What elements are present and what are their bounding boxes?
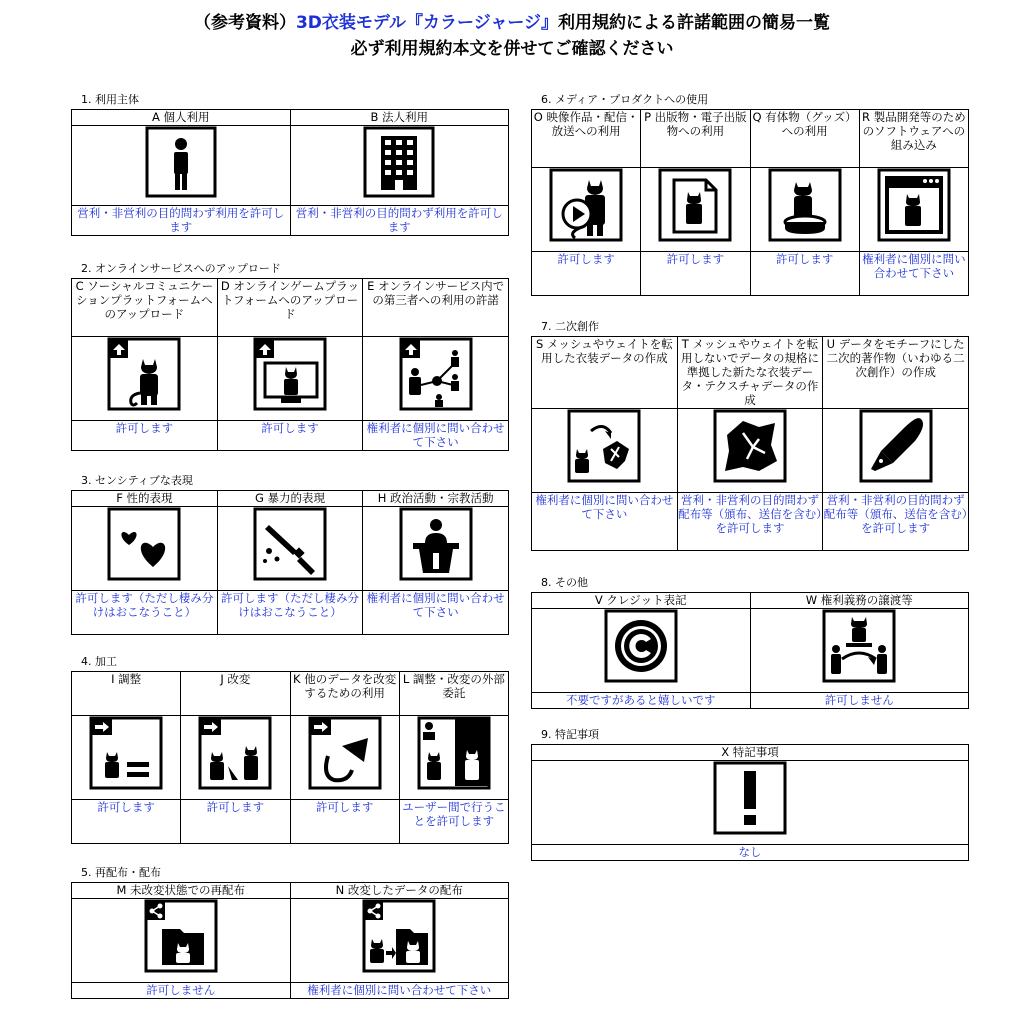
- permission-text: 営利・非営利の目的問わず利用を許可します: [290, 206, 509, 236]
- permission-text: 許可しません: [72, 983, 291, 999]
- section-usage-subject: [71, 93, 509, 236]
- pen-nib-icon: [859, 409, 933, 483]
- permission-table: [531, 336, 969, 551]
- title-suffix: 利用規約による許諾範囲の簡易一覧: [558, 13, 831, 33]
- item-heading: F 性的表現: [72, 491, 218, 507]
- item-heading: V クレジット表記: [532, 593, 751, 609]
- permission-table: [71, 490, 509, 635]
- section-title: 7. 二次創作: [541, 320, 599, 333]
- permission-text: 営利・非営利の目的問わず配布等（頒布、送信を含む）を許可します: [823, 493, 969, 551]
- title-prefix: （参考資料）: [193, 13, 296, 33]
- permission-text: ユーザー間で行うことを許可します: [399, 800, 508, 844]
- permission-table: [71, 278, 509, 451]
- item-heading: E オンラインサービス内での第三者への利用の許諾: [363, 279, 509, 337]
- video-play-icon: [549, 168, 623, 242]
- copyright-icon: [604, 609, 678, 683]
- permission-text: 不要ですがあると嬉しいです: [532, 693, 751, 709]
- item-heading: I 調整: [72, 672, 181, 716]
- item-heading: M 未改変状態での再配布: [72, 883, 291, 899]
- item-heading: T メッシュやウェイトを転用しないでデータの規格に準拠した新たな衣装データ・テクスチャデータの作成: [677, 337, 823, 409]
- permission-text: 権利者に個別に問い合わせて下さい: [363, 421, 509, 451]
- section-title: 3. センシティブな表現: [81, 474, 193, 487]
- item-heading: R 製品開発等のためのソフトウェアへの組み込み: [859, 110, 968, 168]
- permission-text: 権利者に個別に問い合わせて下さい: [290, 983, 509, 999]
- modify-cats-icon: [198, 716, 272, 790]
- section-derivative-works: [531, 320, 969, 551]
- section-online-upload: [71, 262, 509, 451]
- item-heading: D オンラインゲームプラットフォームへのアップロード: [217, 279, 363, 337]
- upload-share-users-icon: [399, 337, 473, 411]
- section-media-products: [531, 93, 969, 296]
- podium-speaker-icon: [399, 507, 473, 581]
- section-title: 6. メディア・プロダクトへの使用: [541, 93, 709, 106]
- section-title: 2. オンラインサービスへのアップロード: [81, 262, 281, 275]
- permission-text: 許可します: [72, 800, 181, 844]
- figure-goods-icon: [768, 168, 842, 242]
- permission-table: [71, 109, 509, 236]
- permission-table: [71, 671, 509, 844]
- section-title: 9. 特記事項: [541, 728, 599, 741]
- permission-text: 許可します: [532, 252, 641, 296]
- item-heading: J 改変: [181, 672, 290, 716]
- permission-text: 許可します: [217, 421, 363, 451]
- permission-text: 許可します: [750, 252, 859, 296]
- adjust-equal-icon: [89, 716, 163, 790]
- mesh-transfer-icon: [567, 409, 641, 483]
- item-heading: Q 有体物（グッズ）への利用: [750, 110, 859, 168]
- knife-icon: [253, 507, 327, 581]
- permission-text: なし: [532, 845, 969, 861]
- permission-text: 許可します: [72, 421, 218, 451]
- office-building-icon: [363, 126, 435, 198]
- page-subtitle: 必ず利用規約本文を併せてご確認ください: [350, 39, 674, 59]
- permission-table: [531, 744, 969, 861]
- upload-cat-icon: [107, 337, 181, 411]
- permission-table: [531, 592, 969, 709]
- outsourcing-icon: [417, 716, 491, 790]
- new-cloth-icon: [713, 409, 787, 483]
- permission-text: 許可します: [181, 800, 290, 844]
- section-title: 5. 再配布・配布: [81, 866, 161, 879]
- permission-text: 許可します: [290, 800, 399, 844]
- permission-text: 営利・非営利の目的問わず配布等（頒布、送信を含む）を許可します: [677, 493, 823, 551]
- upload-monitor-cat-icon: [253, 337, 327, 411]
- item-heading: H 政治活動・宗教活動: [363, 491, 509, 507]
- section-title: 8. その他: [541, 576, 588, 589]
- item-heading: A 個人利用: [72, 110, 291, 126]
- section-redistribution: [71, 866, 509, 999]
- permission-table: [71, 882, 509, 999]
- person-icon: [145, 126, 217, 198]
- permission-text: 許可します: [641, 252, 750, 296]
- section-special-notes: [531, 728, 969, 861]
- section-title: 4. 加工: [81, 655, 117, 668]
- permission-text: 権利者に個別に問い合わせて下さい: [859, 252, 968, 296]
- permission-text: 権利者に個別に問い合わせて下さい: [363, 591, 509, 635]
- exclamation-icon: [713, 761, 787, 835]
- item-heading: S メッシュやウェイトを転用した衣装データの作成: [532, 337, 678, 409]
- item-heading: N 改変したデータの配布: [290, 883, 509, 899]
- share-folder-icon: [144, 899, 218, 973]
- modify-other-data-icon: [308, 716, 382, 790]
- section-other: [531, 576, 969, 709]
- item-heading: W 権利義務の譲渡等: [750, 593, 969, 609]
- rights-transfer-icon: [822, 609, 896, 683]
- software-window-icon: [877, 168, 951, 242]
- section-title: 1. 利用主体: [81, 93, 139, 106]
- title-product-name: 3D衣装モデル『カラージャージ』: [295, 13, 559, 33]
- item-heading: G 暴力的表現: [217, 491, 363, 507]
- item-heading: O 映像作品・配信・放送への利用: [532, 110, 641, 168]
- item-heading: L 調整・改変の外部委託: [399, 672, 508, 716]
- item-heading: C ソーシャルコミュニケーションプラットフォームへのアップロード: [72, 279, 218, 337]
- section-sensitive-expression: [71, 474, 509, 635]
- permission-text: 許可します（ただし棲み分けはおこなうこと）: [217, 591, 363, 635]
- item-heading: U データをモチーフにした二次的著作物（いわゆる二次創作）の作成: [823, 337, 969, 409]
- permission-text: 許可します（ただし棲み分けはおこなうこと）: [72, 591, 218, 635]
- hearts-icon: [107, 507, 181, 581]
- item-heading: K 他のデータを改変するための利用: [290, 672, 399, 716]
- page-title: [0, 12, 1024, 34]
- share-modified-icon: [362, 899, 436, 973]
- permission-text: 営利・非営利の目的問わず利用を許可します: [72, 206, 291, 236]
- permission-text: 許可しません: [750, 693, 969, 709]
- publication-icon: [658, 168, 732, 242]
- permission-table: [531, 109, 969, 296]
- item-heading: X 特記事項: [532, 745, 969, 761]
- section-processing: [71, 655, 509, 844]
- permission-text: 権利者に個別に問い合わせて下さい: [532, 493, 678, 551]
- item-heading: B 法人利用: [290, 110, 509, 126]
- item-heading: P 出版物・電子出版物への利用: [641, 110, 750, 168]
